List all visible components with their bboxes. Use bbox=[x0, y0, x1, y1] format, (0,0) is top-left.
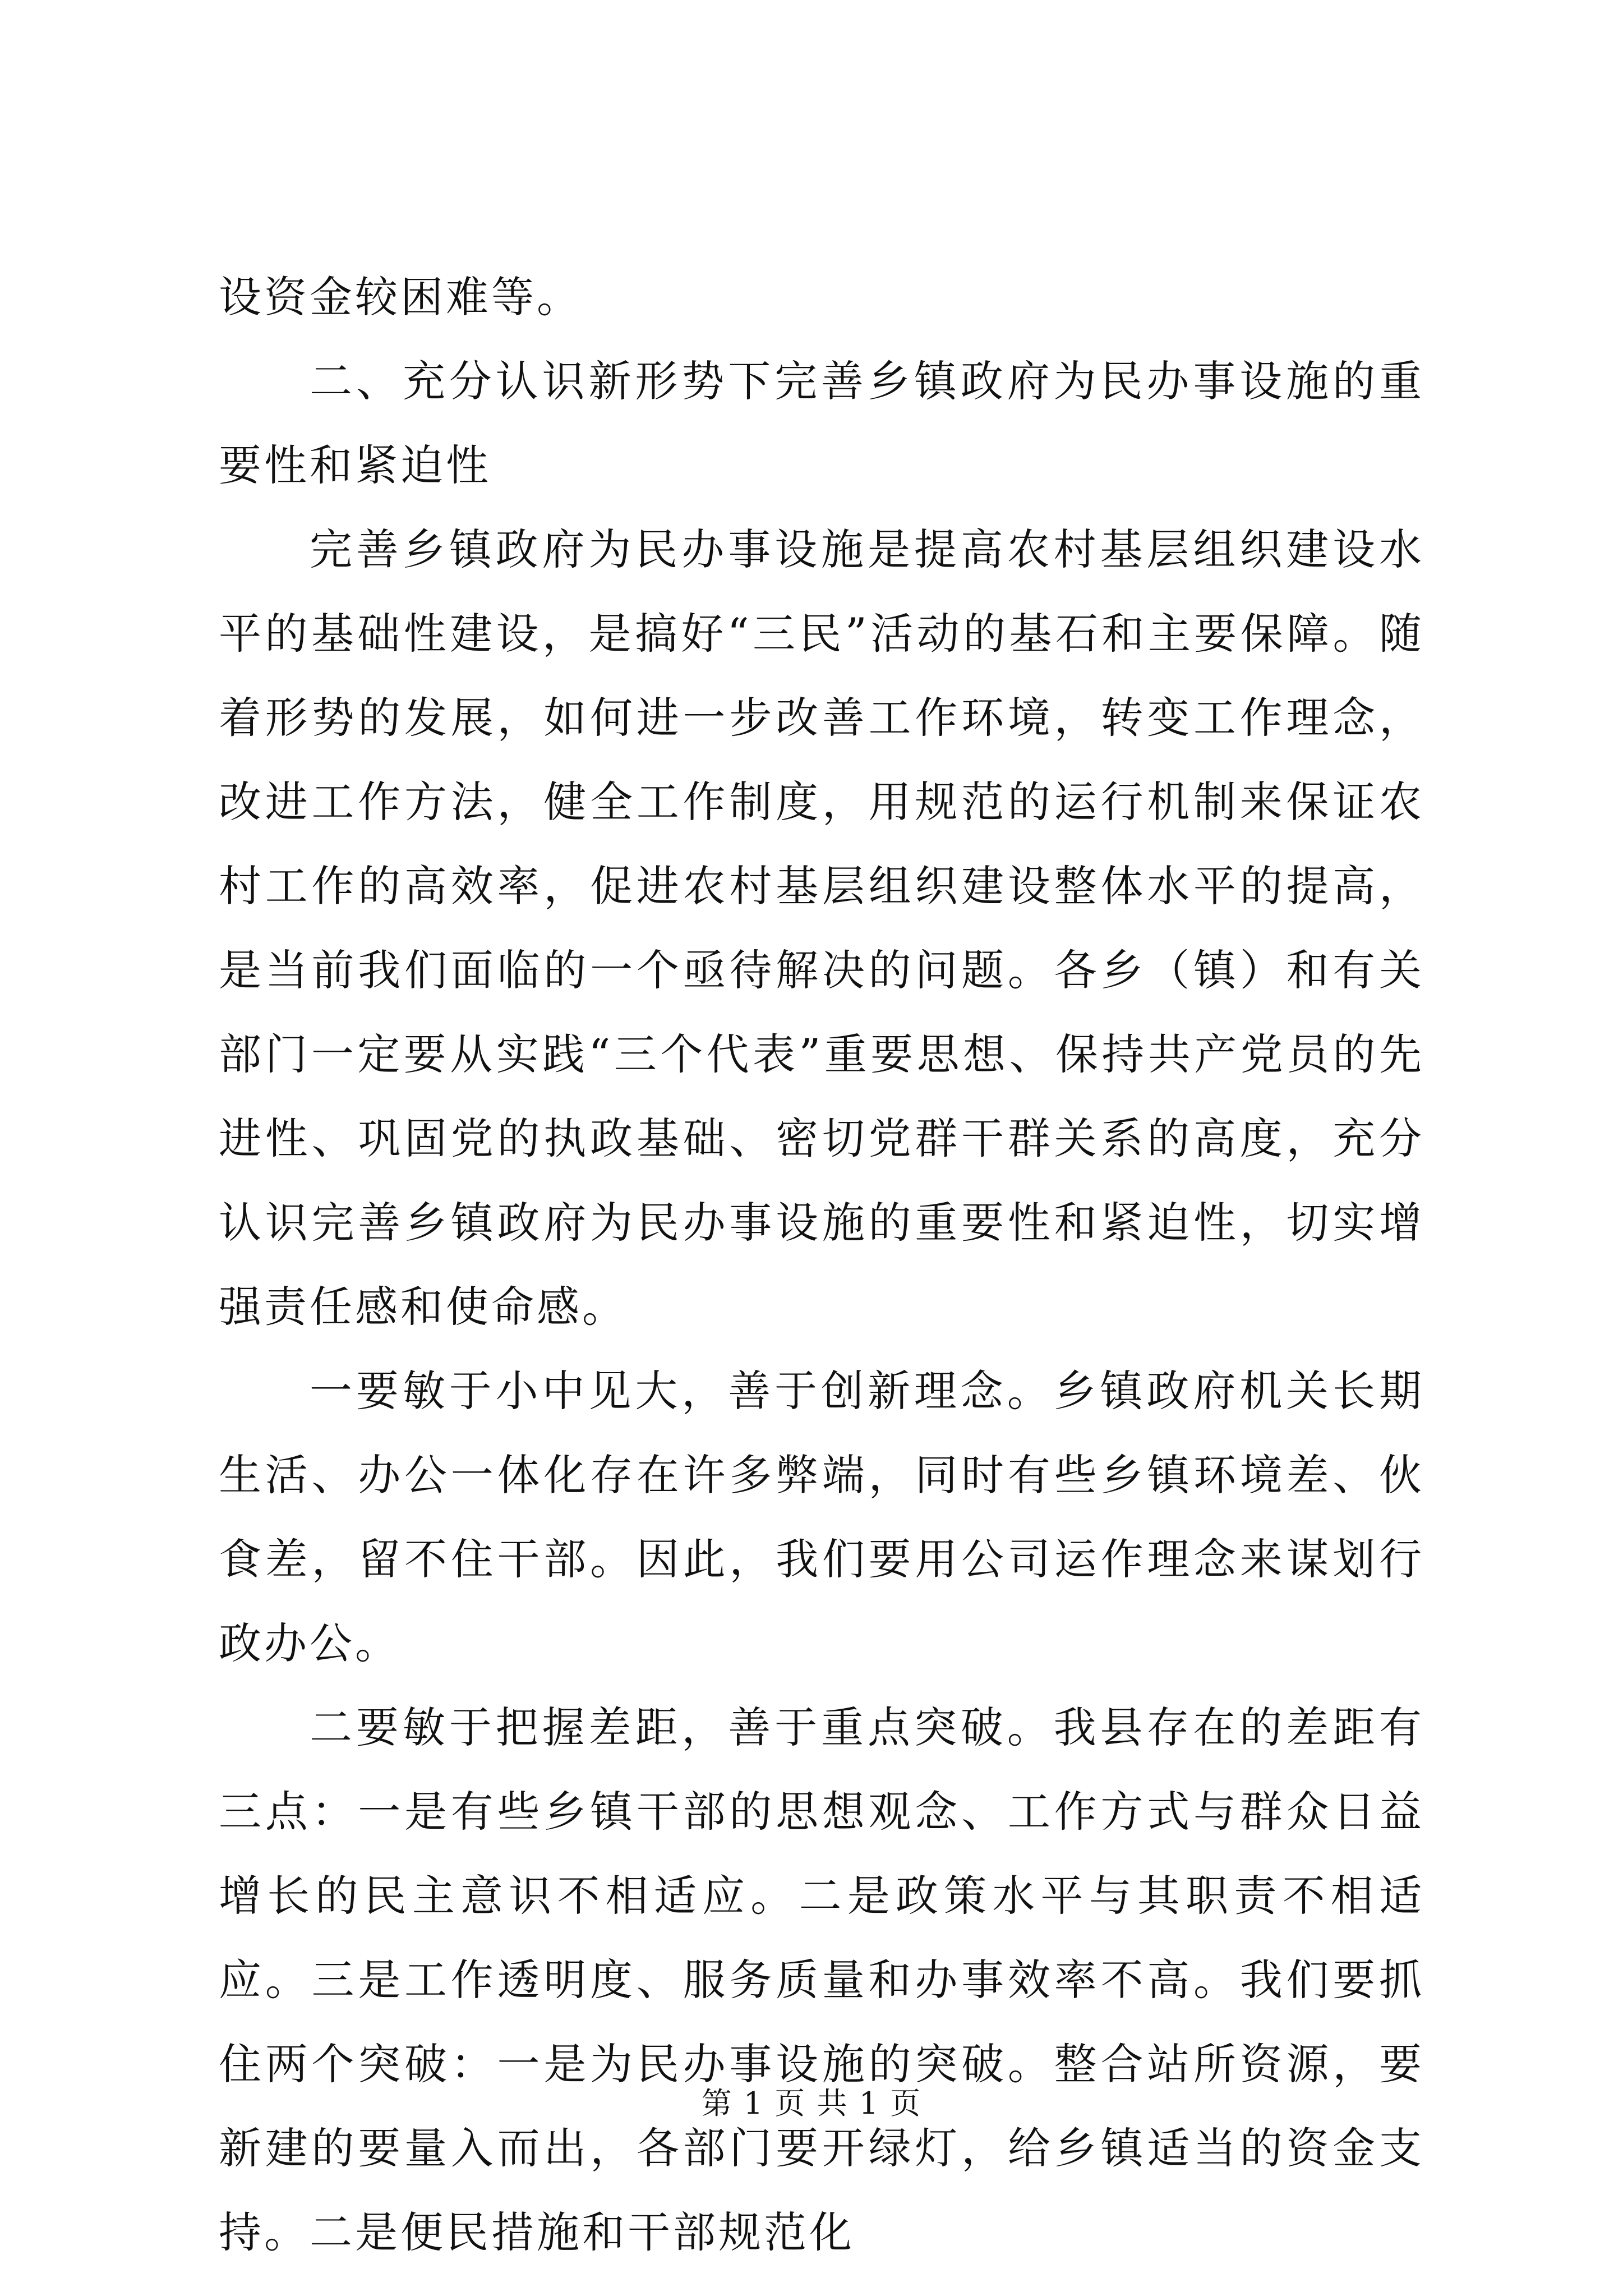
paragraph-point-one: 一要敏于小中见大，善于创新理念。乡镇政府机关长期生活、办公一体化存在许多弊端，同时有些乡镇环境差、伙食差，留不住干部。因此，我们要用公司运作理念来谋划行政办公。 bbox=[219, 1366, 1424, 1668]
document-body bbox=[219, 255, 1424, 2275]
section-heading-2: 二、充分认识新形势下完善乡镇政府为民办事设施的重要性和紧迫性 bbox=[219, 356, 1424, 490]
page-footer: 第 1 页 共 1 页 bbox=[701, 2086, 922, 2121]
paragraph-importance: 完善乡镇政府为民办事设施是提高农村基层组织建设水平的基础性建设，是搞好“三民”活动的基石和主要保障。随着形势的发展，如何进一步改善工作环境，转变工作理念，改进工作方法，健全工作制度，用规范的运行机制来保证农村工作的高效率，促进农村基层组织建设整体水平的提高，是当前我们面临的一个亟待解决的问题。各乡（镇）和有关部门一定要从实践“三个代表”重要思想、保持共产党员的先进性、巩固党的执政基础、密切党群干群关系的高度，充分认识完善乡镇政府为民办事设施的重要性和紧迫性，切实增强责任感和使命感。 bbox=[219, 524, 1424, 1332]
paragraph-continuation: 设资金较困难等。 bbox=[219, 272, 582, 322]
paragraph-point-two: 二要敏于把握差距，善于重点突破。我县存在的差距有三点：一是有些乡镇干部的思想观念、工作方式与群众日益增长的民主意识不相适应。二是政策水平与其职责不相适应。三是工作透明度、服务质量和办事效率不高。我们要抓住两个突破：一是为民办事设施的突破。整合站所资源，要新建的要量入而出，各部门要开绿灯，给乡镇适当的资金支持。二是便民措施和干部规范化 bbox=[219, 1703, 1424, 2257]
